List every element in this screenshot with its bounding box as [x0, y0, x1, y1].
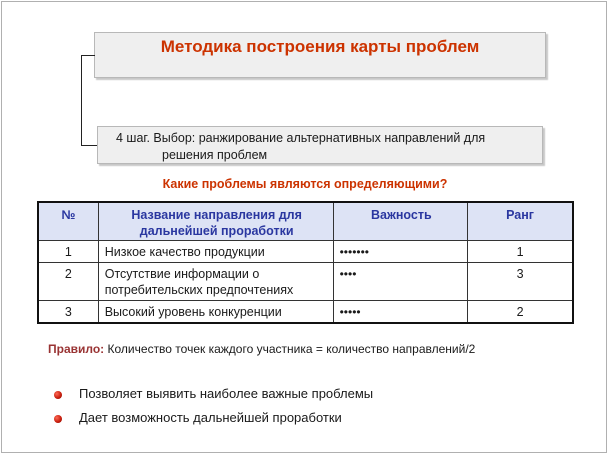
header-num: № — [38, 202, 98, 240]
table-row — [38, 262, 573, 300]
header-importance: Важность — [333, 202, 468, 240]
bullet-icon — [54, 391, 62, 399]
question-heading: Какие проблемы являются определяющими? — [162, 177, 448, 191]
row-num: 1 — [38, 240, 98, 262]
step-text-line1: 4 шаг. Выбор: ранжирование альтернативных направлений для — [116, 131, 486, 145]
row-rank: 1 — [468, 240, 573, 262]
table-row — [38, 300, 573, 323]
connector-top-branch — [81, 55, 95, 56]
connector-bottom-branch — [81, 145, 97, 146]
row-name-line1: Отсутствие информации о — [104, 266, 260, 281]
bullet-text: Позволяет выявить наиболее важные проблемы — [79, 386, 374, 401]
row-rank: 3 — [468, 262, 573, 300]
row-num: 2 — [38, 262, 98, 300]
row-name-line2: потребительских предпочтениях — [104, 282, 294, 297]
step-box — [97, 126, 543, 164]
bullet-icon — [54, 415, 62, 423]
header-name — [98, 202, 333, 240]
row-name — [98, 262, 333, 300]
rule-body: Количество точек каждого участника = количество направлений/2 — [107, 342, 476, 356]
bullet-text: Дает возможность дальнейшей проработки — [79, 410, 342, 425]
header-name-line2: дальнейшей проработки — [139, 224, 294, 238]
table-row — [38, 240, 573, 262]
row-name: Высокий уровень конкуренции — [98, 300, 333, 323]
row-importance-dots: ••••••• — [333, 240, 468, 262]
ranking-table — [37, 201, 574, 324]
table-header-row — [38, 202, 573, 240]
step-text-line2: решения проблем — [162, 148, 268, 162]
row-importance-dots: •••• — [333, 262, 468, 300]
title-box — [94, 32, 546, 78]
row-name: Низкое качество продукции — [98, 240, 333, 262]
row-importance-dots: ••••• — [333, 300, 468, 323]
row-rank: 2 — [468, 300, 573, 323]
header-rank: Ранг — [468, 202, 573, 240]
row-num: 3 — [38, 300, 98, 323]
slide-title: Методика построения карты проблем — [160, 37, 480, 56]
connector-line — [81, 55, 82, 145]
rule-text — [48, 342, 475, 356]
rule-label: Правило: — [48, 342, 105, 356]
header-name-line1: Название направления для — [131, 208, 302, 222]
